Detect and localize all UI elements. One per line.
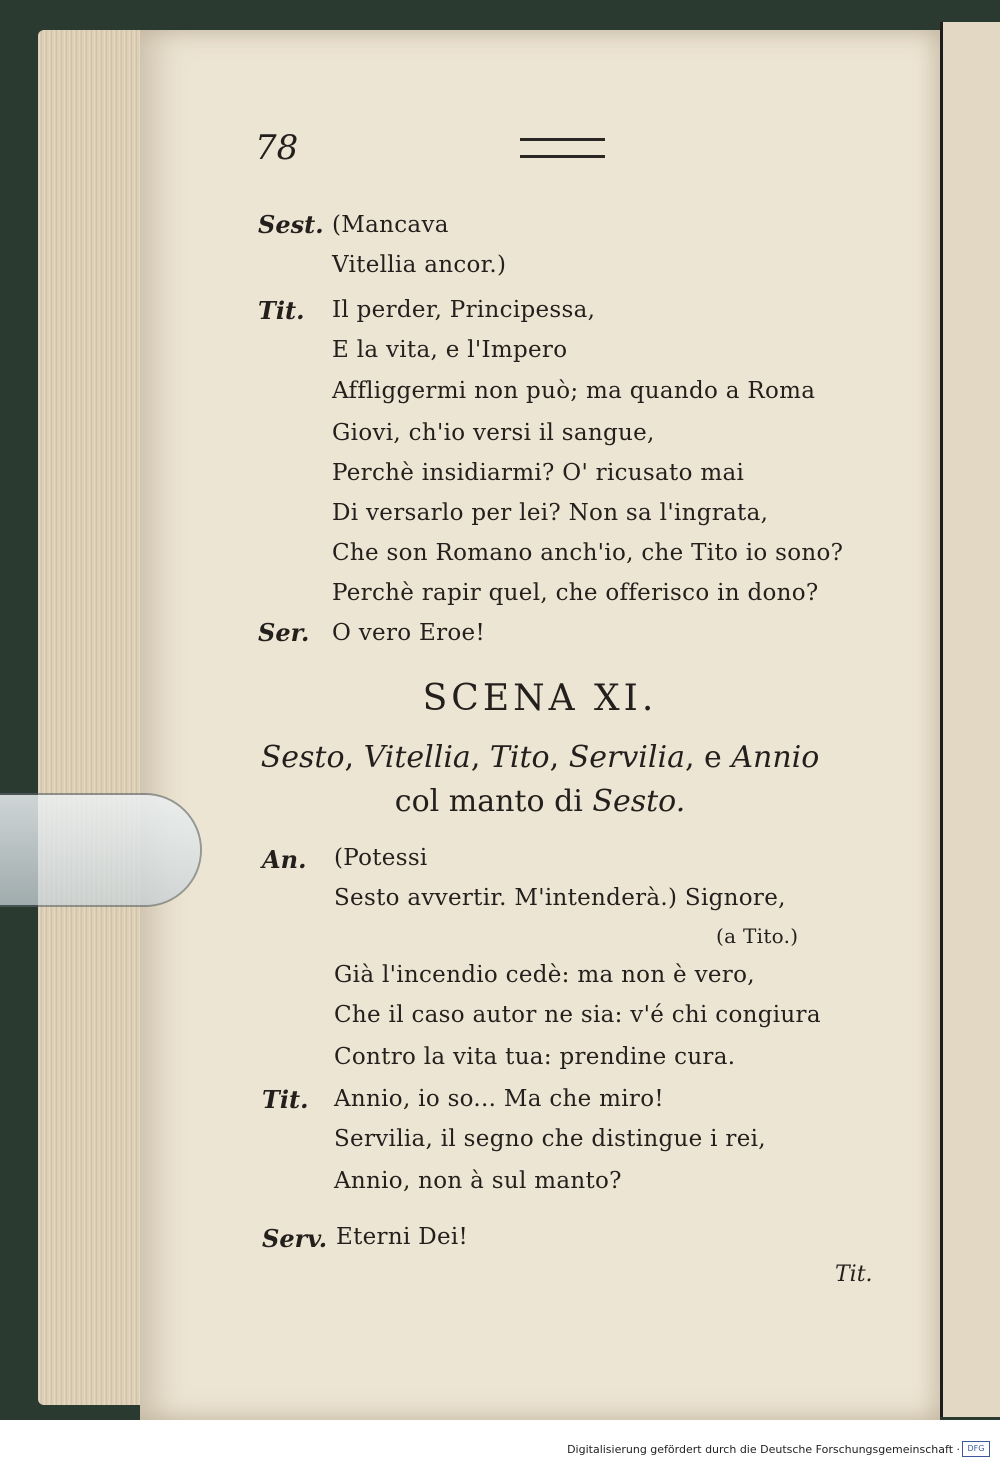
verse-line: (Mancava — [332, 212, 449, 238]
character-name: Vitellia — [363, 740, 471, 775]
facing-page-edge — [940, 22, 1000, 1417]
verse-line: Che il caso autor ne sia: v'é chi congiura — [334, 1002, 821, 1028]
character-name: Annio — [731, 740, 820, 775]
page-number: 78 — [255, 128, 299, 168]
verse-line: O vero Eroe! — [332, 620, 486, 646]
footer-bar — [0, 1420, 1000, 1464]
cast-text: col manto di — [394, 784, 593, 819]
scene-title: SCENA XI. — [422, 678, 658, 719]
cast-separator: , — [470, 740, 490, 775]
verse-line: Annio, io so... Ma che miro! — [334, 1086, 664, 1112]
verse-line: Servilia, il segno che distingue i rei, — [334, 1126, 766, 1152]
header-ornament-rule — [520, 138, 605, 158]
verse-line: Di versarlo per lei? Non sa l'ingrata, — [332, 500, 769, 526]
verse-line: Annio, non à sul manto? — [334, 1168, 622, 1194]
cast-separator: , e — [684, 740, 732, 775]
verse-line: Vitellia ancor.) — [332, 252, 507, 278]
speaker-label: Ser. — [258, 618, 310, 647]
dfg-logo: DFG — [962, 1441, 990, 1457]
catchword: Tit. — [835, 1262, 873, 1287]
scene-cast-line — [140, 740, 940, 775]
book-page-edges — [38, 30, 148, 1405]
speaker-label: Tit. — [258, 296, 305, 325]
verse-line: Che son Romano anch'io, che Tito io sono? — [332, 540, 844, 566]
verse-line: Perchè insidiarmi? O' ricusato mai — [332, 460, 745, 486]
verse-line: Contro la vita tua: prendine cura. — [334, 1044, 736, 1070]
page-holder-clip — [0, 795, 200, 905]
stage-direction: (a Tito.) — [716, 924, 799, 948]
cast-separator: , — [549, 740, 569, 775]
verse-line: Perchè rapir quel, che offerisco in dono? — [332, 580, 819, 606]
speaker-label: Serv. — [262, 1224, 328, 1253]
verse-line: E la vita, e l'Impero — [332, 337, 568, 363]
verse-line: Giovi, ch'io versi il sangue, — [332, 420, 655, 446]
character-name: Sesto — [260, 740, 345, 775]
verse-line: Eterni Dei! — [336, 1224, 469, 1250]
scene-cast-line — [140, 784, 940, 819]
speaker-label: An. — [262, 845, 307, 874]
verse-line: Il perder, Principessa, — [332, 297, 596, 323]
verse-line: Già l'incendio cedè: ma non è vero, — [334, 962, 755, 988]
character-name: Tito — [489, 740, 550, 775]
funding-credit: Digitalisierung gefördert durch die Deutsche Forschungsgemeinschaft · — [567, 1443, 960, 1456]
character-name: Sesto. — [592, 784, 686, 819]
speaker-label: Sest. — [258, 210, 324, 239]
speaker-label: Tit. — [262, 1085, 309, 1114]
character-name: Servilia — [568, 740, 685, 775]
verse-line: Affliggermi non può; ma quando a Roma — [332, 378, 816, 404]
verse-line: (Potessi — [334, 845, 428, 871]
verse-line: Sesto avvertir. M'intenderà.) Signore, — [334, 885, 786, 911]
cast-separator: , — [344, 740, 364, 775]
